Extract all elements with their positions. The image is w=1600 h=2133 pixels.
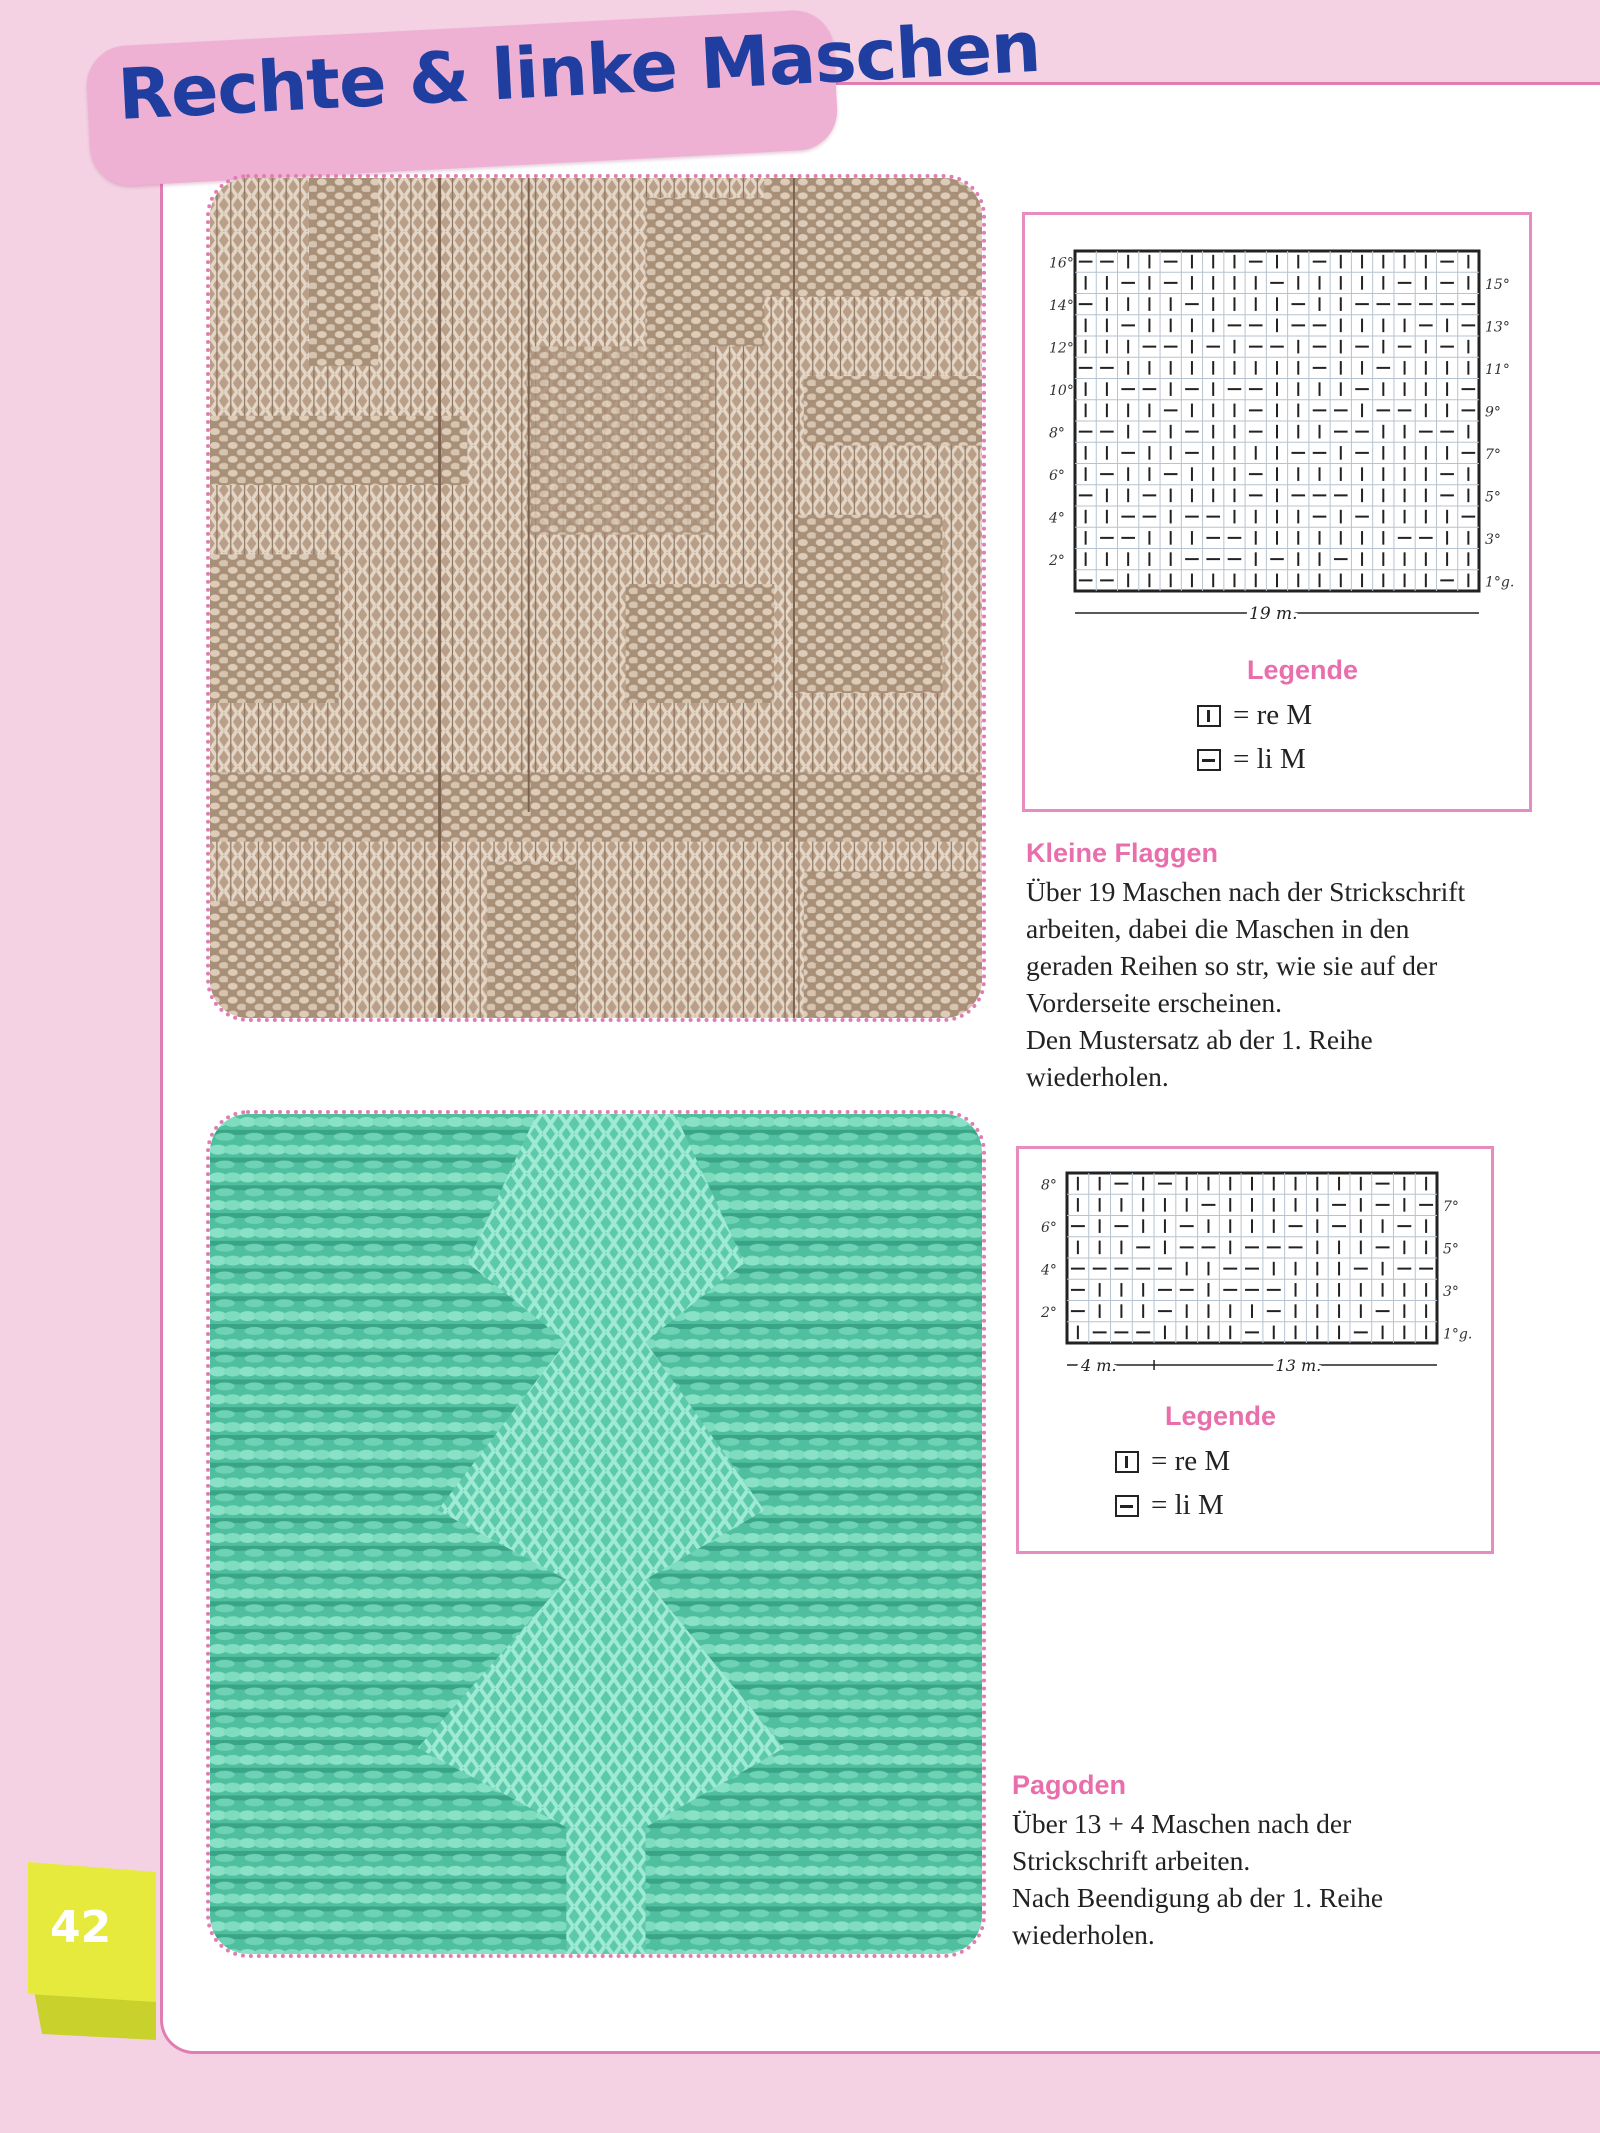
pattern-description (1012, 1805, 1383, 1953)
legend-title: Legende (1247, 655, 1359, 685)
width-label-right: 13 m. (1275, 1356, 1322, 1375)
row-label-right: 9° (1485, 404, 1501, 421)
legend-item-re (1115, 1445, 1230, 1478)
pattern-title: Pagoden (1012, 1770, 1127, 1800)
page-title: Rechte & linke Maschen (115, 5, 1042, 136)
description-line: arbeiten, dabei die Maschen in den (1026, 913, 1410, 944)
knitted-swatch-mint-image (206, 1110, 986, 1958)
pattern-description (1026, 873, 1465, 1095)
knitting-chart-kleine-flaggen (1022, 212, 1532, 812)
legend-label: = li M (1233, 743, 1306, 775)
legend-label: = li M (1151, 1489, 1224, 1521)
row-label-left: 2° (1049, 553, 1065, 570)
legend-label: = re M (1233, 699, 1313, 731)
page-number: 42 (50, 1902, 112, 1953)
legend-item-re (1197, 699, 1312, 732)
row-label-left: 10° (1049, 383, 1074, 400)
description-line: geraden Reihen so str, wie sie auf der (1026, 950, 1438, 981)
row-label-left: 2° (1041, 1305, 1057, 1322)
width-label: 19 m. (1249, 604, 1298, 624)
knitted-swatch-mint-icon (210, 1114, 982, 1954)
stitch-grid-icon (1019, 1149, 1491, 1551)
row-label-left: 6° (1041, 1220, 1057, 1237)
knit-symbol-icon (1115, 1451, 1139, 1473)
row-label-right: 3° (1443, 1283, 1459, 1300)
row-label-right: 5° (1443, 1241, 1459, 1258)
row-label-right: 7° (1443, 1198, 1459, 1215)
purl-symbol-icon (1115, 1495, 1139, 1517)
row-label-left: 8° (1041, 1177, 1057, 1194)
legend-item-li (1197, 743, 1306, 776)
description-line: Nach Beendigung ab der 1. Reihe (1012, 1882, 1384, 1913)
row-label-left: 6° (1049, 468, 1065, 485)
description-line: Vorderseite erscheinen. (1026, 987, 1283, 1018)
row-label-right: 5° (1485, 489, 1501, 506)
description-line: Den Mustersatz ab der 1. Reihe (1026, 1024, 1373, 1055)
description-line: Über 19 Maschen nach der Strickschrift (1026, 876, 1466, 907)
legend-item-li (1115, 1489, 1224, 1522)
row-label-left: 4° (1049, 510, 1065, 527)
purl-symbol-icon (1197, 749, 1221, 771)
row-label-right: 3° (1485, 531, 1501, 548)
knitting-chart-pagoden (1016, 1146, 1494, 1554)
description-line: Über 13 + 4 Maschen nach der (1012, 1808, 1352, 1839)
legend-title: Legende (1165, 1401, 1277, 1431)
row-label-right: 11° (1485, 361, 1510, 378)
description-line: Strickschrift arbeiten. (1012, 1845, 1251, 1876)
row-label-right: 13° (1485, 319, 1510, 336)
pattern-title: Kleine Flaggen (1026, 838, 1219, 868)
row-label-left: 14° (1049, 298, 1074, 315)
knit-symbol-icon (1197, 705, 1221, 727)
row-label-right: 7° (1485, 446, 1501, 463)
row-label-right: 1°g. (1485, 574, 1515, 591)
row-label-left: 4° (1041, 1262, 1057, 1279)
row-label-right: 15° (1485, 276, 1510, 293)
row-label-left: 16° (1049, 255, 1074, 272)
knitted-swatch-beige-image (206, 174, 986, 1022)
description-line: wiederholen. (1012, 1919, 1155, 1950)
width-label-left: 4 m. (1081, 1356, 1117, 1375)
row-label-left: 8° (1049, 425, 1065, 442)
legend-label: = re M (1151, 1445, 1231, 1477)
description-line: wiederholen. (1026, 1061, 1169, 1092)
row-label-left: 12° (1049, 340, 1074, 357)
knitted-swatch-beige-icon (210, 178, 982, 1018)
row-label-right: 1°g. (1443, 1326, 1473, 1343)
